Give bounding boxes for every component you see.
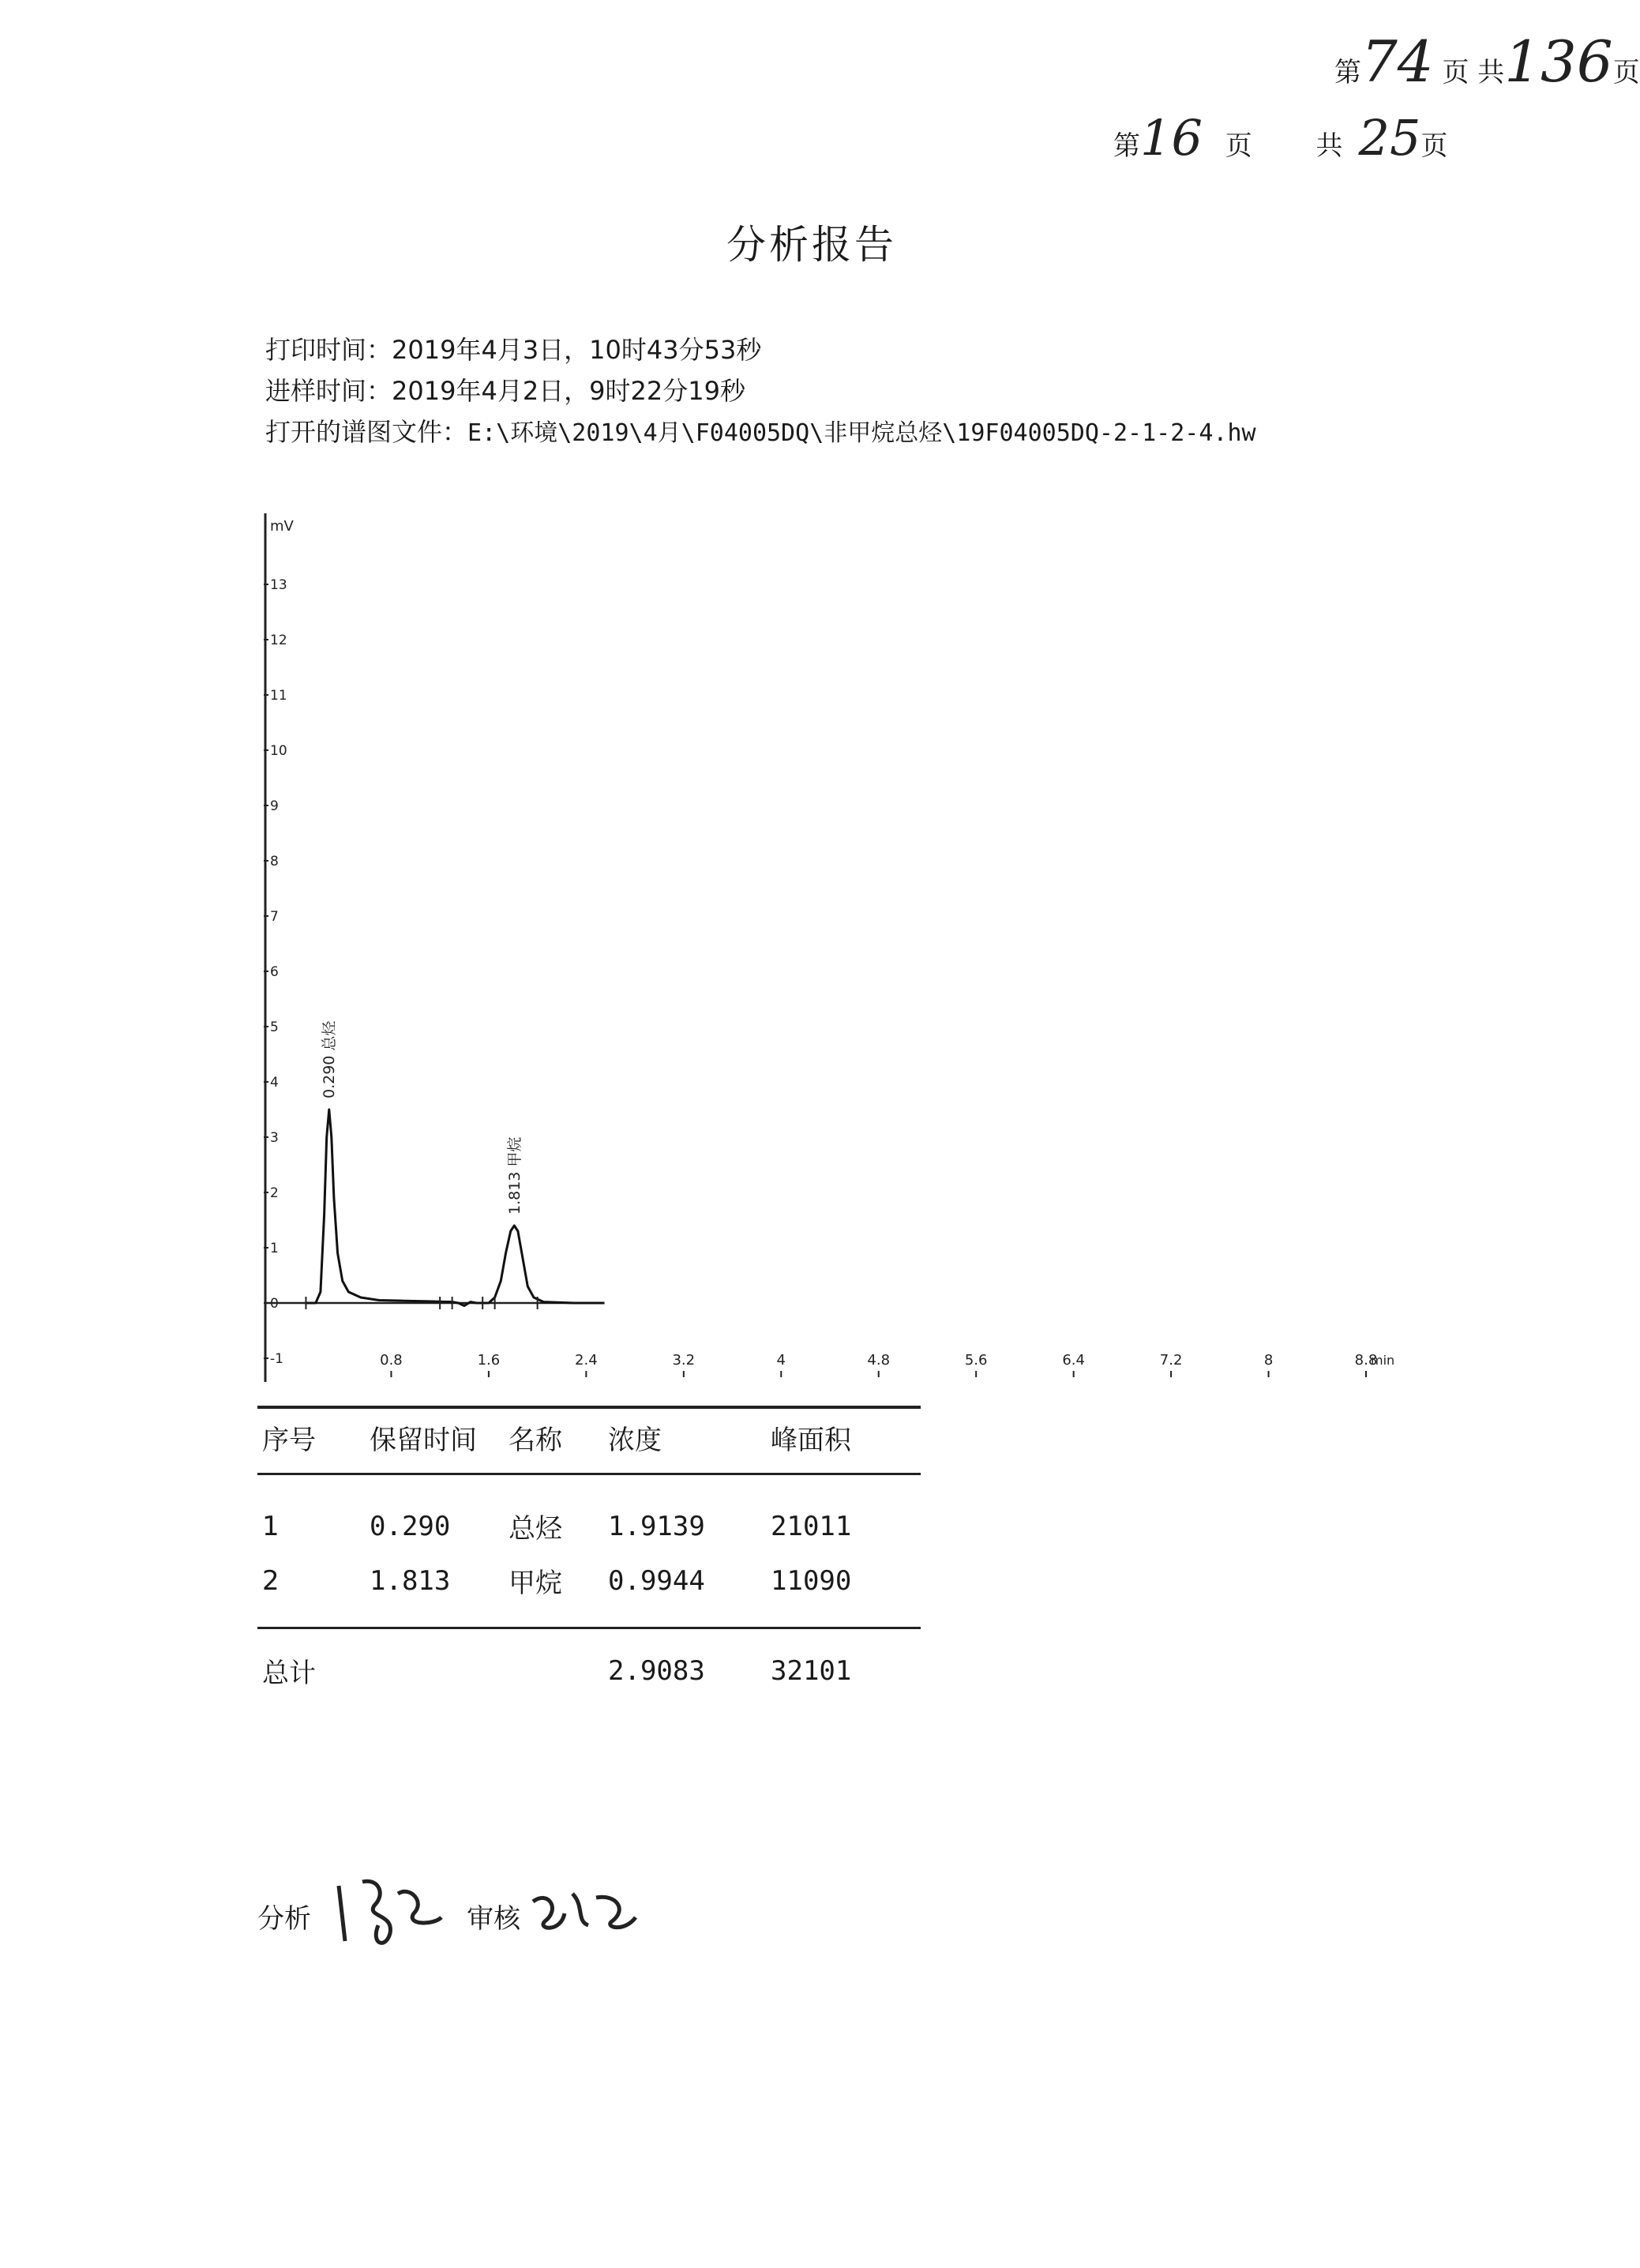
table-row xyxy=(257,1474,921,1554)
outer-page-mid: 页 共 xyxy=(1442,57,1505,88)
x-tick-label: 4.8 xyxy=(867,1352,891,1369)
inner-page-mid2: 共 xyxy=(1315,130,1343,162)
table-header-row xyxy=(257,1407,921,1474)
peak-label: 1.813 甲烷 xyxy=(505,1136,524,1215)
x-tick-label: 0.8 xyxy=(380,1352,403,1369)
chromatogram-trace xyxy=(306,1110,604,1306)
y-tick-label: 7 xyxy=(270,909,279,925)
signature-line xyxy=(257,1870,640,1957)
x-tick-label: 2.4 xyxy=(575,1352,598,1369)
y-tick-label: 1 xyxy=(270,1241,279,1256)
report-title: 分析报告 xyxy=(726,222,897,268)
row-name: 总烃 xyxy=(509,1513,562,1545)
row-retention-time: 0.290 xyxy=(370,1510,451,1542)
table-total-row xyxy=(257,1628,921,1699)
x-ticks xyxy=(380,1352,1377,1377)
peak-labels xyxy=(321,1020,524,1215)
row-index: 1 xyxy=(262,1510,280,1542)
inject-time-label: 进样时间： xyxy=(265,376,392,406)
x-tick-label: 6.4 xyxy=(1062,1352,1085,1369)
total-concentration: 2.9083 xyxy=(603,1628,766,1699)
x-tick-label: 3.2 xyxy=(672,1352,696,1369)
row-peak-area: 21011 xyxy=(771,1510,852,1542)
y-tick-label: 9 xyxy=(270,798,279,814)
y-tick-label: 2 xyxy=(270,1185,279,1201)
header-peak-area: 峰面积 xyxy=(766,1407,921,1474)
results-table xyxy=(257,1406,921,1698)
y-tick-label: 3 xyxy=(270,1130,279,1146)
analyst-signature xyxy=(331,1876,467,1941)
outer-page-current: 74 xyxy=(1361,28,1434,95)
print-time-label: 打印时间： xyxy=(265,335,392,365)
header-concentration: 浓度 xyxy=(603,1407,766,1474)
row-concentration: 1.9139 xyxy=(608,1510,705,1542)
x-tick-label: 5.6 xyxy=(964,1352,988,1369)
y-tick-label: 5 xyxy=(270,1019,279,1035)
x-tick-label: 4 xyxy=(776,1352,786,1369)
file-path-line xyxy=(265,412,1256,449)
row-index: 2 xyxy=(262,1564,280,1597)
table-row xyxy=(257,1553,921,1628)
header-retention-time: 保留时间 xyxy=(365,1407,504,1474)
y-tick-label: 4 xyxy=(270,1075,279,1091)
file-path-value: E:\环境\2019\4月\F04005DQ\非甲烷总烃\19F04005DQ-2-1-2-4.hw xyxy=(467,419,1256,447)
total-label: 总计 xyxy=(257,1628,365,1699)
row-peak-area: 11090 xyxy=(771,1564,852,1597)
inner-page-total: 25 xyxy=(1358,109,1421,167)
y-tick-label: 8 xyxy=(270,854,279,869)
inner-page-mid: 页 xyxy=(1225,130,1252,162)
outer-page-prefix: 第 xyxy=(1334,57,1361,88)
reviewer-label: 审核 xyxy=(467,1903,521,1935)
y-tick-label: 10 xyxy=(270,743,287,759)
chromatogram-chart xyxy=(237,490,1421,1398)
inner-page-suffix: 页 xyxy=(1420,130,1448,162)
y-tick-label: 0 xyxy=(270,1296,279,1312)
y-tick-label: 6 xyxy=(270,964,279,980)
inner-page-current: 16 xyxy=(1140,109,1203,167)
inject-time-line xyxy=(265,371,745,407)
y-tick-label: -1 xyxy=(270,1351,283,1367)
row-name: 甲烷 xyxy=(509,1568,562,1599)
x-tick-label: 7.2 xyxy=(1159,1352,1183,1369)
y-axis-unit: mV xyxy=(270,518,294,535)
row-concentration: 0.9944 xyxy=(608,1564,705,1597)
x-tick-label: 1.6 xyxy=(477,1352,501,1369)
header-index: 序号 xyxy=(257,1407,365,1474)
x-tick-label: 8 xyxy=(1263,1352,1274,1369)
file-path-label: 打开的谱图文件： xyxy=(265,417,468,447)
x-tick-label: 8.8 xyxy=(1354,1352,1378,1369)
inner-page-number xyxy=(1113,109,1447,167)
outer-page-suffix: 页 xyxy=(1612,57,1640,88)
x-axis-unit: min xyxy=(1371,1353,1395,1368)
y-tick-label: 13 xyxy=(270,577,287,593)
inject-time-value: 2019年4月2日，9时22分19秒 xyxy=(392,376,745,406)
row-retention-time: 1.813 xyxy=(370,1564,451,1597)
total-peak-area: 32101 xyxy=(766,1628,921,1699)
inner-page-prefix: 第 xyxy=(1113,130,1140,162)
reviewer-signature xyxy=(529,1876,640,1941)
header-name: 名称 xyxy=(504,1407,603,1474)
y-tick-label: 11 xyxy=(270,688,287,704)
outer-page-total: 136 xyxy=(1504,28,1613,95)
analyst-label: 分析 xyxy=(257,1903,311,1935)
outer-page-number xyxy=(1334,28,1640,95)
print-time-line xyxy=(265,330,761,366)
chart-axes xyxy=(265,513,1394,1382)
print-time-value: 2019年4月3日，10时43分53秒 xyxy=(392,335,762,365)
y-tick-label: 12 xyxy=(270,633,287,648)
peak-label: 0.290 总烃 xyxy=(320,1020,338,1098)
chart-trace xyxy=(306,1110,604,1309)
y-ticks xyxy=(264,577,287,1367)
